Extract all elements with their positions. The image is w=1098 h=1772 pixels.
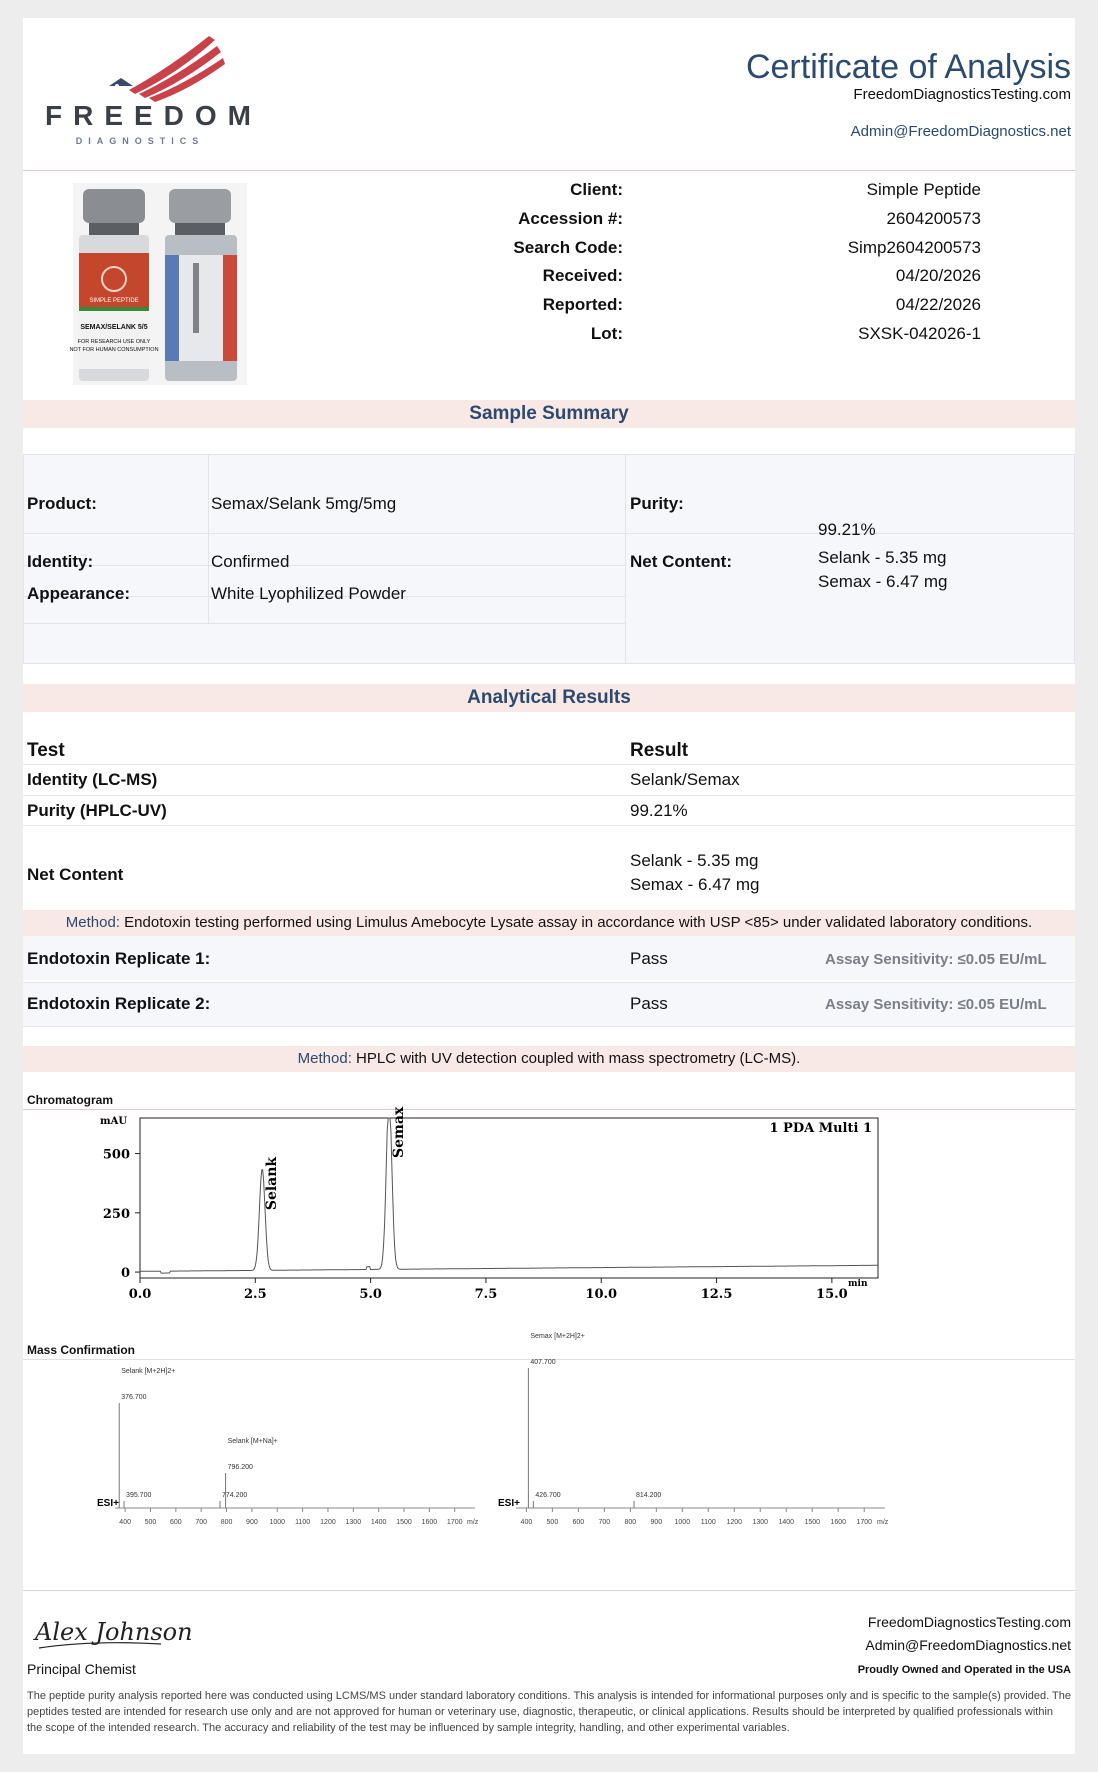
ms-tick-2-600: 600 [572,1519,585,1526]
chromatogram-xtick-0.0: 0.0 [128,1287,152,1302]
brand-wordmark: FREEDOM [45,100,262,131]
client-label: Client: [570,180,623,199]
header-divider [23,170,1075,171]
vial-brand: SIMPLE PEPTIDE [89,298,139,304]
ms-tick-1-800: 800 [220,1519,233,1526]
ms-tick-1-1600: 1600 [421,1519,438,1526]
chromatogram-trace [140,1118,878,1273]
footer-website[interactable]: FreedomDiagnosticsTesting.com [867,1614,1071,1630]
ms-peak-value-407.700: 407.700 [530,1359,556,1366]
summary-left-footer [23,623,626,664]
ms-tick-2-400: 400 [520,1519,533,1526]
chromatogram-chart [23,1106,1075,1350]
appearance-label: Appearance: [27,584,130,603]
ms-tick-2-1400: 1400 [778,1519,795,1526]
ms-tick-2-1100: 1100 [700,1519,716,1526]
ms-tick-2-900: 900 [650,1519,663,1526]
chromatogram-legend: 1 PDA Multi 1 [769,1121,872,1136]
ms-tick-1-1100: 1100 [295,1519,311,1526]
test-column-header: Test [27,740,65,761]
certificate-page [23,18,1075,1754]
ms-peak-value-395.700: 395.700 [126,1492,152,1499]
chromatogram-xlabel: min [848,1279,868,1289]
net-content-selank: Selank - 5.35 mg [818,548,947,567]
hplc-method-key: Method: [297,1050,352,1067]
endotoxin-2-label: Endotoxin Replicate 2: [27,994,211,1013]
ms-tick-2-1700: 1700 [856,1519,873,1526]
product-label: Product: [27,494,97,513]
ms-tick-1-500: 500 [144,1519,157,1526]
disclaimer-text: The peptide purity analysis reported here was conducted using LCMS/MS under standard laboratory conditions. This analysis is intended for informational purposes only and is specific to the sample(s) provided. The peptides tested are intended for research use only and are not approved for human or veterinary use, diagnostic, therapeutic, or clinical applications. Results should be interpreted by qualified professionals within the scope of the intended research. The accuracy and reliability of the test may be influenced by sample integrity, handling, and other experimental variables. [27,1690,1071,1734]
signature-image [31,1600,193,1660]
ms-tick-1-600: 600 [170,1519,182,1526]
ms-tick-1-700: 700 [195,1519,208,1526]
vial-note-consumption: NOT FOR HUMAN CONSUMPTION [69,347,159,353]
ms-tick-2-1000: 1000 [674,1519,691,1526]
lot-label: Lot: [590,324,623,343]
reported-value: 04/22/2026 [895,295,981,314]
usa-tagline: Proudly Owned and Operated in the USA [857,1664,1071,1676]
peak-label-selank: Selank [264,1156,281,1211]
ms-tick-2-1600: 1600 [830,1519,847,1526]
purity-label: Purity: [630,494,684,513]
identity-test: Identity (LC-MS) [27,770,158,789]
net-content-label: Net Content: [630,552,732,571]
ms-tick-1-1300: 1300 [345,1519,362,1526]
ms-peak-value-814.200: 814.200 [636,1492,662,1499]
ms-xlabel-1: m/z [467,1519,479,1526]
header-email[interactable]: Admin@FreedomDiagnostics.net [850,123,1071,140]
endotoxin-1-result: Pass [630,949,668,968]
ms-mode-2: ESI+ [498,1498,520,1509]
purity-value: 99.21% [818,520,876,539]
net-content-semax: Semax - 6.47 mg [818,572,948,591]
ms-tick-1-1000: 1000 [269,1519,286,1526]
chromatogram-xtick-15.0: 15.0 [816,1287,848,1302]
appearance-value: White Lyophilized Powder [211,584,406,603]
header-website[interactable]: FreedomDiagnosticsTesting.com [853,86,1071,103]
chromatogram-xtick-5.0: 5.0 [359,1287,382,1302]
mass-confirmation-title: Mass Confirmation [27,1343,136,1357]
ms-tick-1-1200: 1200 [320,1519,336,1526]
chromatogram-title: Chromatogram [27,1093,114,1107]
identity-value: Confirmed [211,552,290,571]
brand-subtitle: DIAGNOSTICS [75,136,205,146]
search-code-value: Simp2604200573 [847,238,981,257]
hplc-method-text: HPLC with UV detection coupled with mass spectrometry (LC-MS). [351,1050,801,1067]
endotoxin-1-sensitivity: Assay Sensitivity: ≤0.05 EU/mL [825,951,1047,968]
chromatogram-xtick-2.5: 2.5 [244,1287,267,1302]
accession-value: 2604200573 [886,209,981,228]
chromatogram-ytick-0: 0 [120,1266,130,1282]
analytical-results-heading: Analytical Results [23,684,1075,712]
purity-test: Purity (HPLC-UV) [27,801,167,820]
freedom-logo [59,28,259,168]
client-value: Simple Peptide [866,180,981,199]
received-label: Received: [542,266,623,285]
flag-swoosh-icon [59,28,259,108]
endotoxin-1-label: Endotoxin Replicate 1: [27,949,211,968]
ms-tick-1-900: 900 [246,1519,258,1526]
chromatogram-frame [140,1118,878,1278]
lot-value: SXSK-042026-1 [858,324,981,343]
chemist-title: Principal Chemist [27,1661,136,1677]
endotoxin-method-text: Endotoxin testing performed using Limulus Amebocyte Lysate assay in accordance with USP <85> under validated laboratory conditions. [120,914,1033,931]
ms-peak-name-796.200: Selank [M+Na]+ [227,1438,278,1445]
identity-label: Identity: [27,552,94,571]
ms-tick-1-1400: 1400 [370,1519,387,1526]
search-code-label: Search Code: [513,238,623,257]
product-value: Semax/Selank 5mg/5mg [211,494,397,513]
document-title: Certificate of Analysis [745,48,1071,86]
reported-label: Reported: [542,295,623,314]
ms-tick-2-1500: 1500 [804,1519,821,1526]
chromatogram-xtick-10.0: 10.0 [585,1287,618,1302]
net-content-result-selank: Selank - 5.35 mg [630,851,759,870]
identity-result: Selank/Semax [630,770,740,789]
purity-result: 99.21% [630,801,688,820]
chromatogram-ylabel: mAU [100,1116,128,1127]
ms-peak-value-376.700: 376.700 [121,1394,147,1401]
ms-mode-1: ESI+ [97,1498,119,1509]
ms-peak-value-426.700: 426.700 [535,1492,561,1499]
endotoxin-2-sensitivity: Assay Sensitivity: ≤0.05 EU/mL [825,996,1047,1013]
vial-note-research: FOR RESEARCH USE ONLY [77,339,151,345]
received-value: 04/20/2026 [895,266,981,285]
net-content-test: Net Content [27,865,124,884]
endotoxin-method-bar [23,910,1075,936]
signature-text: Alex Johnson [35,1618,193,1646]
ms-peak-name-376.700: Selank [M+2H]2+ [121,1368,176,1375]
accession-label: Accession #: [518,209,623,228]
ms-tick-2-800: 800 [624,1519,637,1526]
ms-tick-2-500: 500 [546,1519,559,1526]
sample-summary-heading: Sample Summary [23,400,1075,428]
ms-tick-1-400: 400 [119,1519,131,1526]
ms-tick-2-1200: 1200 [726,1519,743,1526]
footer-email[interactable]: Admin@FreedomDiagnostics.net [865,1637,1071,1653]
chromatogram-ytick-250: 250 [102,1206,130,1222]
endotoxin-2-result: Pass [630,994,668,1013]
chromatogram-xtick-12.5: 12.5 [700,1287,733,1302]
result-column-header: Result [630,740,689,761]
ms-tick-2-1300: 1300 [752,1519,769,1526]
ms-tick-1-1500: 1500 [396,1519,412,1526]
endotoxin-method-key: Method: [65,914,120,931]
ms-xlabel-2: m/z [877,1519,889,1526]
ms-peak-value-796.200: 796.200 [227,1464,253,1471]
footer-divider [23,1590,1075,1591]
ms-tick-1-1700: 1700 [446,1519,463,1526]
ms-peak-name-407.700: Semax [M+2H]2+ [530,1333,585,1340]
chromatogram-xtick-7.5: 7.5 [474,1287,498,1302]
hplc-method-bar [23,1046,1075,1072]
vial-product-name: SEMAX/SELANK 5/5 [80,324,148,331]
ms-tick-2-700: 700 [598,1519,611,1526]
peak-label-semax: Semax [391,1106,408,1158]
ms-peak-value-774.200: 774.200 [222,1492,248,1499]
net-content-result-semax: Semax - 6.47 mg [630,875,760,894]
chromatogram-ytick-500: 500 [102,1147,130,1163]
product-photo [69,183,247,385]
